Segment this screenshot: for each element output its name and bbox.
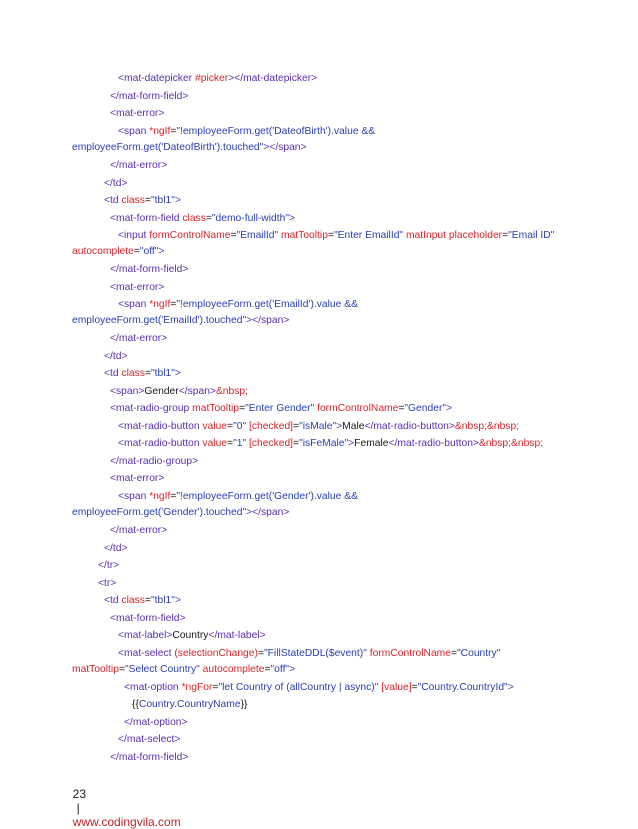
code-token: Country.CountryName [138, 699, 241, 710]
code-token: formControlName [369, 648, 451, 659]
code-token: ></span> [263, 142, 307, 153]
code-token: "Country.CountryId" [417, 682, 508, 693]
code-token: </mat-option> [124, 717, 188, 728]
code-token: <input [118, 230, 150, 241]
code-token: Female [354, 438, 389, 449]
code-line [110, 159, 167, 172]
code-token: > [174, 595, 181, 606]
code-token: <td [104, 595, 122, 606]
code-line [72, 141, 307, 154]
code-token: > [158, 246, 165, 257]
code-token: formControlName [317, 403, 399, 414]
code-token: *ngFor [181, 682, 213, 693]
code-token: <span [118, 491, 150, 502]
code-token: = [293, 438, 300, 449]
code-token: "tbl1" [150, 368, 175, 379]
code-token: "Country" [457, 648, 501, 659]
code-token: class [121, 368, 145, 379]
code-line [118, 420, 519, 433]
code-token: = [170, 126, 177, 137]
code-line [110, 107, 164, 120]
code-token: "off" [139, 246, 159, 257]
code-token: }} [240, 699, 248, 710]
code-token: class [121, 195, 145, 206]
code-token: </mat-form-field> [110, 91, 189, 102]
code-token: "EmailId" [236, 230, 281, 241]
code-line [110, 212, 295, 225]
code-token: </mat-error> [110, 160, 168, 171]
code-token: "FillStateDDL($event)" [263, 648, 370, 659]
code-token: = [170, 491, 177, 502]
code-token: = [327, 230, 334, 241]
code-token: = [293, 421, 300, 432]
code-line [118, 437, 543, 450]
code-token: "isFeMale" [299, 438, 349, 449]
code-token: autocomplete [202, 664, 265, 675]
code-token: <mat-option [124, 682, 182, 693]
code-token: employeeForm.get('Gender').touched" [72, 507, 247, 518]
code-token: <mat-select [118, 648, 175, 659]
code-line [72, 245, 164, 258]
code-token: &nbsp;&nbsp; [454, 421, 520, 432]
code-line [118, 490, 358, 503]
code-token: </mat-radio-button> [364, 421, 455, 432]
code-token: "tbl1" [150, 595, 175, 606]
code-token: Gender [144, 386, 179, 397]
code-token: = [144, 195, 151, 206]
code-token: > [446, 403, 453, 414]
code-token: = [144, 368, 151, 379]
code-line [110, 332, 167, 345]
code-token: (selectionChange) [174, 648, 258, 659]
code-token: = [227, 421, 234, 432]
code-token: > [289, 213, 296, 224]
code-token: <mat-form-field> [110, 613, 186, 624]
code-token: </mat-select> [118, 734, 181, 745]
code-line [104, 350, 127, 363]
footer-separator: | [76, 801, 80, 815]
code-line [110, 90, 188, 103]
code-line [124, 681, 514, 694]
code-line [110, 263, 188, 276]
code-token: "1" [233, 438, 249, 449]
code-line [118, 629, 266, 642]
code-line [104, 367, 181, 380]
code-token: value [202, 438, 228, 449]
code-token: </td> [104, 178, 128, 189]
code-token: </mat-radio-button> [388, 438, 479, 449]
code-token: = [212, 682, 219, 693]
code-token: <tr> [98, 578, 117, 589]
code-token: <mat-datepicker [118, 73, 195, 84]
code-line [118, 125, 375, 138]
code-token: > [174, 368, 181, 379]
code-token: *ngIf [149, 126, 171, 137]
code-token: = [170, 299, 177, 310]
code-token: <mat-radio-button [118, 438, 203, 449]
code-token: = [257, 648, 264, 659]
code-token: = [118, 664, 125, 675]
code-token: matTooltip [281, 230, 328, 241]
code-token: <mat-error> [110, 473, 165, 484]
code-token: > [289, 664, 296, 675]
code-token: value [202, 421, 228, 432]
page-number: 23 [72, 787, 87, 801]
code-token: matTooltip [192, 403, 240, 414]
code-token: "let Country of (allCountry | async)" [218, 682, 382, 693]
code-line [110, 281, 164, 294]
code-token: </mat-label> [208, 630, 266, 641]
code-token: <mat-radio-group [110, 403, 193, 414]
code-token: </td> [104, 351, 128, 362]
code-token: <mat-error> [110, 108, 165, 119]
code-token: Country [172, 630, 209, 641]
code-token: = [230, 230, 237, 241]
code-line [72, 663, 295, 676]
code-token: <mat-error> [110, 282, 165, 293]
code-token: </mat-error> [110, 333, 168, 344]
code-token: = [264, 664, 271, 675]
code-token: class [182, 213, 206, 224]
code-token: class [121, 595, 145, 606]
code-line [132, 698, 247, 711]
code-line [104, 177, 127, 190]
code-token: &nbsp;&nbsp; [478, 438, 544, 449]
code-token: &nbsp; [215, 386, 248, 397]
code-token: [checked] [248, 438, 294, 449]
code-token: [checked] [248, 421, 294, 432]
code-line [118, 733, 180, 746]
code-token: ></span> [246, 315, 290, 326]
code-line [118, 298, 358, 311]
code-line [104, 542, 127, 555]
code-line [110, 751, 188, 764]
code-token: > [348, 438, 355, 449]
code-line [110, 612, 186, 625]
code-token: "Gender" [404, 403, 447, 414]
code-token: = [227, 438, 234, 449]
code-token: </mat-radio-group> [110, 456, 199, 467]
code-token: = [398, 403, 405, 414]
code-line [110, 472, 164, 485]
code-line [98, 559, 119, 572]
code-line [110, 524, 167, 537]
code-token: "0" [233, 421, 249, 432]
footer-website-link[interactable]: www.codingvila.com [72, 815, 181, 829]
code-token: *ngIf [149, 299, 171, 310]
code-token: </td> [104, 543, 128, 554]
code-token: #picker [194, 73, 229, 84]
code-token: <mat-label> [118, 630, 173, 641]
code-token: > [336, 421, 343, 432]
code-line [104, 194, 181, 207]
code-token: employeeForm.get('DateofBirth').touched" [72, 142, 264, 153]
code-line [110, 385, 248, 398]
page-footer [66, 773, 181, 829]
code-token: <span [118, 126, 150, 137]
code-line [118, 72, 317, 85]
code-token: <span [118, 299, 150, 310]
code-token: <td [104, 195, 122, 206]
code-token: <mat-radio-button [118, 421, 203, 432]
code-token: matInput placeholder [405, 230, 503, 241]
code-token: = [144, 595, 151, 606]
code-token: = [205, 213, 212, 224]
code-token: "!employeeForm.get('Gender').value && [176, 491, 358, 502]
code-token: Male [342, 421, 365, 432]
code-token: = [133, 246, 140, 257]
code-token: [value] [381, 682, 412, 693]
code-token: </mat-form-field> [110, 264, 189, 275]
code-line [124, 716, 188, 729]
code-token: "tbl1" [150, 195, 175, 206]
code-line [118, 647, 500, 660]
code-token: autocomplete [72, 246, 134, 257]
code-token: <span> [110, 386, 145, 397]
code-token: </tr> [98, 560, 120, 571]
code-token: "isMale" [299, 421, 337, 432]
code-line [118, 229, 554, 242]
code-token: = [502, 230, 509, 241]
code-token: </mat-error> [110, 525, 168, 536]
code-token: formControlName [149, 230, 231, 241]
code-token: > [507, 682, 514, 693]
code-token: "Enter Gender" [245, 403, 318, 414]
code-token: = [450, 648, 457, 659]
code-token: "!employeeForm.get('EmailId').value && [176, 299, 358, 310]
code-line [110, 455, 198, 468]
code-token: "demo-full-width" [211, 213, 290, 224]
code-token: <mat-form-field [110, 213, 183, 224]
code-token: </span> [178, 386, 216, 397]
code-token: employeeForm.get('EmailId').touched" [72, 315, 247, 326]
code-line [72, 314, 289, 327]
code-token: *ngIf [149, 491, 171, 502]
code-token: <td [104, 368, 122, 379]
code-token: "!employeeForm.get('DateofBirth').value && [176, 126, 376, 137]
code-token: = [239, 403, 246, 414]
code-line [72, 506, 289, 519]
code-token: ></mat-datepicker> [228, 73, 318, 84]
code-token: > [174, 195, 181, 206]
code-token: {{ [132, 699, 139, 710]
code-token: ></span> [246, 507, 290, 518]
code-token: = [411, 682, 418, 693]
code-line [98, 577, 116, 590]
code-line [110, 402, 452, 415]
code-token: matTooltip [72, 664, 119, 675]
code-token: "Select Country" [124, 664, 203, 675]
code-token: </mat-form-field> [110, 752, 189, 763]
code-token: "Email ID" [508, 230, 555, 241]
code-line [104, 594, 181, 607]
code-token: "Enter EmailId" [333, 230, 406, 241]
code-token: "off" [270, 664, 290, 675]
